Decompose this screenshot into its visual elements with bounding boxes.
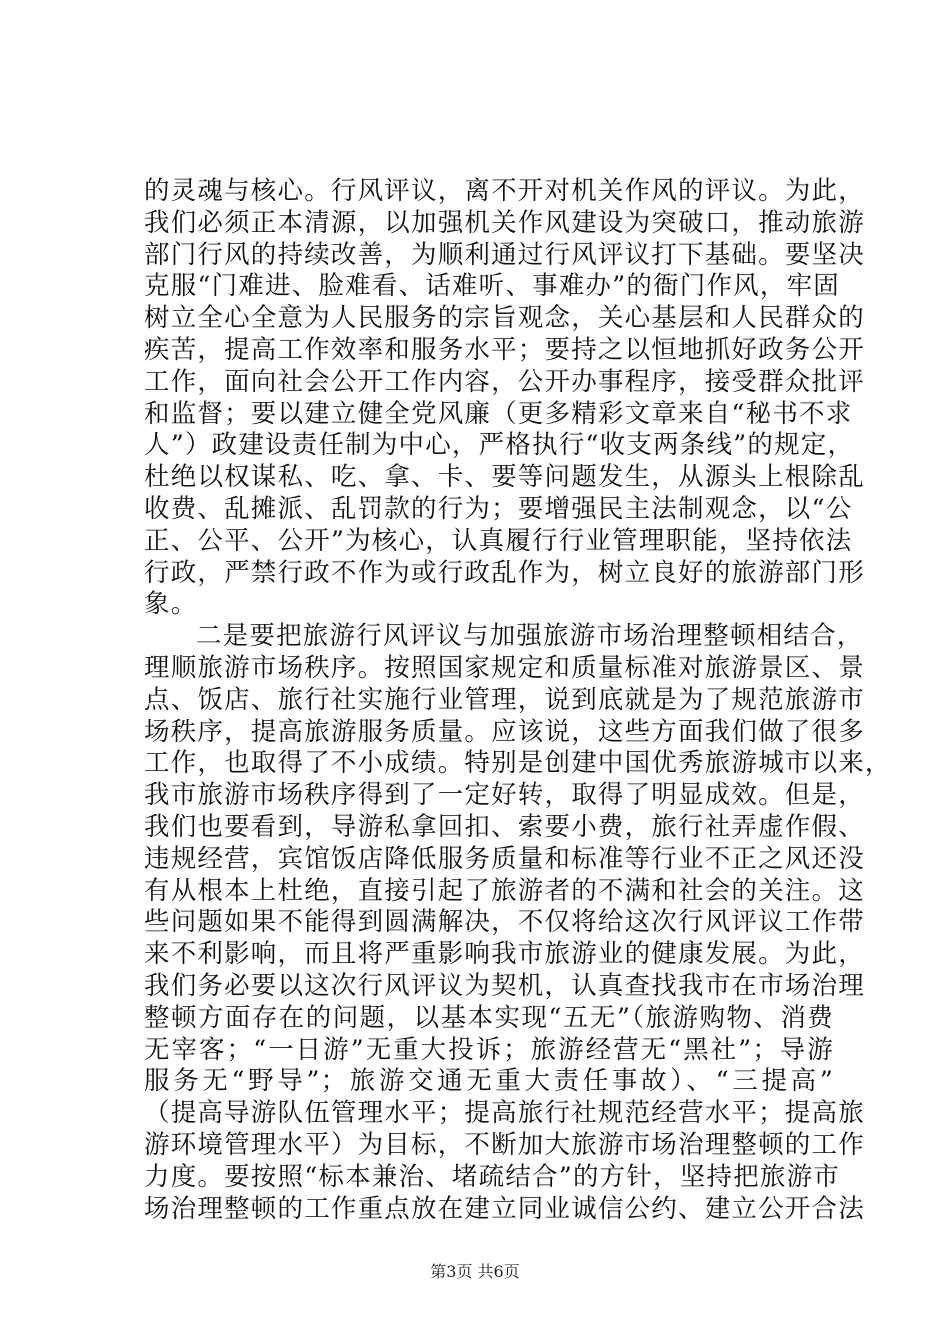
paragraph-start-line: 二是要把旅游行风评议与加强旅游市场治理整顿相结合， xyxy=(196,621,864,652)
text-line: 有从根本上杜绝，直接引起了旅游者的不满和社会的关注。这 xyxy=(144,875,865,906)
text-line: 部门行风的持续改善，为顺利通过行风评议打下基础。要坚决 xyxy=(144,239,865,270)
text-line: 正、公平、公开”为核心，认真履行行业管理职能，坚持依法 xyxy=(144,525,853,556)
text-line: 我们务必要以这次行风评议为契机，认真查找我市在市场治理 xyxy=(144,970,865,1001)
text-line: 点、饭店、旅行社实施行业管理，说到底就是为了规范旅游市 xyxy=(144,684,865,715)
text-line: 行政，严禁行政不作为或行政乱作为，树立良好的旅游部门形 xyxy=(144,557,865,588)
text-line: 我们必须正本清源，以加强机关作风建设为突破口，推动旅游 xyxy=(144,207,865,238)
text-line: 树立全心全意为人民服务的宗旨观念，关心基层和人民群众的 xyxy=(144,303,865,334)
text-line: 克服“门难进、脸难看、话难听、事难办”的衙门作风，牢固 xyxy=(144,271,840,302)
text-line: （提高导游队伍管理水平；提高旅行社规范经营水平；提高旅 xyxy=(144,1098,865,1129)
text-line: 些问题如果不能得到圆满解决，不仅将给这次行风评议工作带 xyxy=(144,907,865,938)
page-number-footer: 第3页 共6页 xyxy=(430,1262,520,1281)
text-line: 的灵魂与核心。行风评议，离不开对机关作风的评议。为此， xyxy=(144,176,865,206)
text-line: 我们也要看到，导游私拿回扣、索要小费，旅行社弄虚作假、 xyxy=(144,811,865,842)
text-line: 无宰客；“一日游”无重大投诉；旅游经营无“黑社”；导游 xyxy=(144,1034,834,1065)
text-line: 收费、乱摊派、乱罚款的行为；要增强民主法制观念，以“公 xyxy=(144,493,853,524)
text-line: 场治理整顿的工作重点放在建立同业诚信公约、建立公开合法 xyxy=(144,1193,865,1224)
text-line: 疾苦，提高工作效率和服务水平；要持之以恒地抓好政务公开 xyxy=(144,334,865,365)
text-line: 来不利影响，而且将严重影响我市旅游业的健康发展。为此， xyxy=(144,939,865,970)
text-line: 我市旅游市场秩序得到了一定好转，取得了明显成效。但是， xyxy=(144,780,865,811)
text-line: 场秩序，提高旅游服务质量。应该说，这些方面我们做了很多 xyxy=(144,716,865,747)
text-line: 和监督；要以建立健全党风廉（更多精彩文章来自“秘书不求 xyxy=(144,398,853,429)
body-text xyxy=(144,176,892,1225)
text-line: 服务无“野导”；旅游交通无重大责任事故）、“三提高” xyxy=(144,1066,834,1097)
text-line: 杜绝以权谋私、吃、拿、卡、要等问题发生，从源头上根除乱 xyxy=(144,462,865,493)
text-line: 力度。要按照“标本兼治、堵疏结合”的方针，坚持把旅游市 xyxy=(144,1161,840,1192)
text-line: 工作，面向社会公开工作内容，公开办事程序，接受群众批评 xyxy=(144,366,865,397)
text-line: 违规经营，宾馆饭店降低服务质量和标准等行业不正之风还没 xyxy=(144,843,865,874)
text-line: 整顿方面存在的问题，以基本实现“五无”（旅游购物、消费 xyxy=(144,1002,834,1033)
text-line: 象。 xyxy=(144,589,198,620)
text-line: 工作，也取得了不小成绩。特别是创建中国优秀旅游城市以来， xyxy=(144,748,892,779)
text-line: 人”）政建设责任制为中心，严格执行“收支两条线”的规定， xyxy=(144,430,855,461)
text-line: 理顺旅游市场秩序。按照国家规定和质量标准对旅游景区、景 xyxy=(144,652,865,683)
text-line: 游环境管理水平）为目标，不断加大旅游市场治理整顿的工作 xyxy=(144,1129,865,1160)
